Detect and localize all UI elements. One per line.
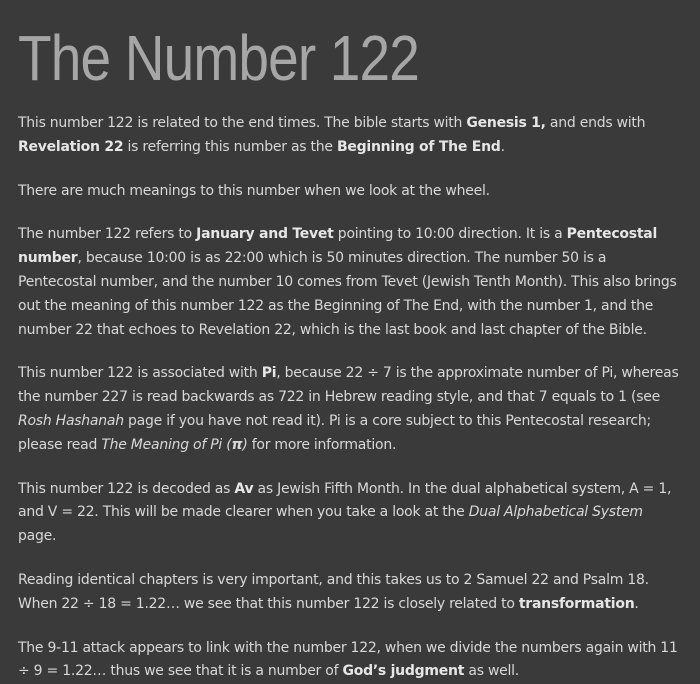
- paragraph-4: [18, 362, 682, 457]
- text-run: This number 122 is associated with: [18, 365, 262, 382]
- bold-text: Pentecostal number: [18, 226, 658, 267]
- bold-text: Av: [234, 480, 254, 497]
- bold-text: transformation: [518, 595, 635, 612]
- paragraph-3: [18, 223, 682, 342]
- italic-text: Rosh Hashanah: [18, 412, 124, 429]
- text-run: , because 10:00 is as 22:00 which is 50 minutes direction. The number 50 is a Pentecostal number, and the number 10 comes from Tevet (Jewish Tenth Month). This also brings out the meaning of this number 122 as the Beginning of The End, with the number 1, and the number 22 that echoes to Revelation 22, which is the last book and last chapter of the Bible.: [18, 250, 677, 338]
- text-run: as Jewish Fifth Month. In the dual alphabetical system, A = 1, and V = 22. This will be made clearer when you take a look at the: [18, 480, 672, 521]
- bold-text: God’s judgment: [342, 663, 465, 680]
- bold-text: Pi: [261, 365, 277, 382]
- italic-text: ): [242, 436, 248, 453]
- page-title: The Number 122: [18, 22, 419, 94]
- paragraph-5: [18, 478, 682, 549]
- text-run: as well.: [464, 663, 520, 680]
- text-run: .: [634, 595, 639, 612]
- text-run: The 9-11 attack appears to link with the number 122, when we divide the numbers again with 11 ÷ 9 = 1.22… thus we see that it is a number of: [18, 639, 678, 680]
- text-run: and ends with: [545, 115, 646, 131]
- text-run: .: [500, 138, 505, 155]
- bold-text: January and Tevet: [196, 226, 334, 243]
- text-run: There are much meanings to this number when we look at the wheel.: [18, 182, 490, 199]
- text-run: Reading identical chapters is very important, and this takes us to 2 Samuel 22 and Psalm 18. When 22 ÷ 18 = 1.22… we see that this number 122 is closely related to: [18, 571, 649, 612]
- bold-text: Genesis 1,: [466, 115, 546, 131]
- paragraph-2: [18, 180, 682, 204]
- text-run: is referring this number as the: [123, 138, 337, 155]
- bold-italic-text: π: [231, 436, 243, 453]
- paragraph-1: [18, 112, 682, 160]
- italic-text: The Meaning of Pi (: [101, 436, 232, 453]
- text-run: , because 22 ÷ 7 is the approximate number of Pi, whereas the number 227 is read backwards as 722 in Hebrew reading style, and that 7 equals to 1 (see: [18, 365, 679, 406]
- text-run: This number 122 is related to the end times. The bible starts with: [18, 115, 467, 131]
- italic-text: Dual Alphabetical System: [468, 504, 643, 521]
- text-run: page if you have not read it). Pi is a core subject to this Pentecostal research; please read: [18, 412, 651, 453]
- text-run: for more information.: [247, 436, 397, 453]
- paragraph-6: [18, 569, 682, 617]
- paragraph-7: [18, 637, 682, 684]
- text-run: The number 122 refers to: [18, 226, 197, 243]
- bold-text: Revelation 22: [18, 138, 124, 155]
- article-body: [18, 112, 682, 684]
- text-run: This number 122 is decoded as: [18, 480, 235, 497]
- text-run: page.: [18, 528, 57, 545]
- text-run: pointing to 10:00 direction. It is a: [333, 226, 567, 243]
- bold-text: Beginning of The End: [336, 138, 501, 155]
